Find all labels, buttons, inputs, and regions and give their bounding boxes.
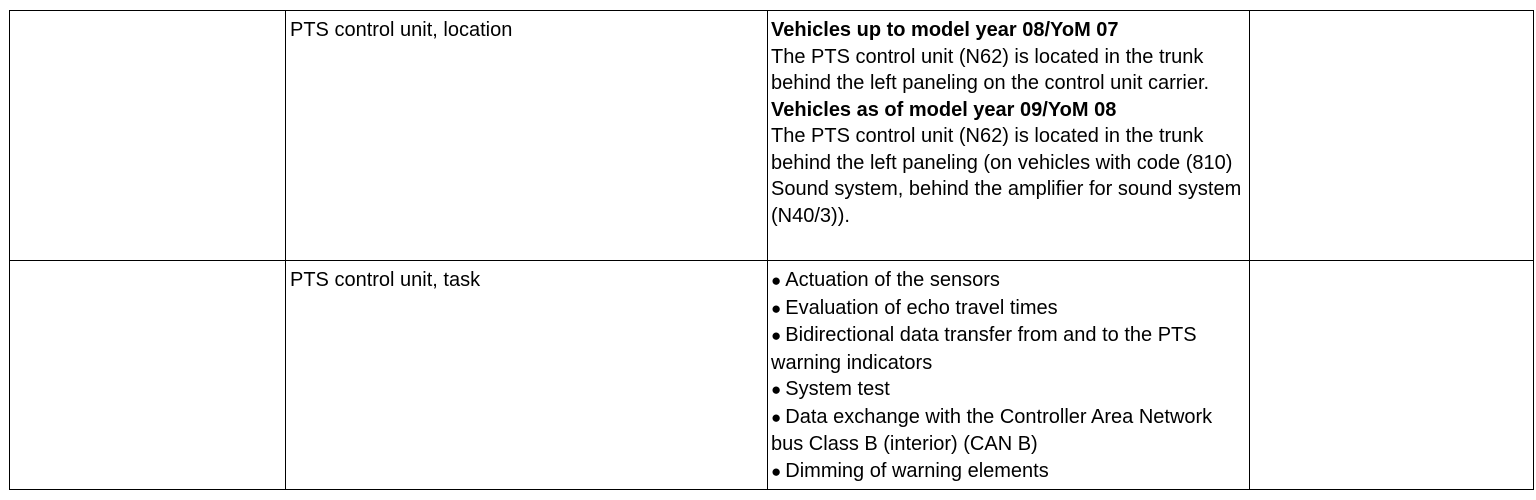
table-cell-description xyxy=(768,261,1250,490)
list-item-text: System test xyxy=(785,378,890,400)
list-item xyxy=(771,295,1245,323)
document-table xyxy=(9,10,1534,490)
bullet-icon: ● xyxy=(771,461,782,481)
section-heading-as-of-2009: Vehicles as of model year 09/YoM 08 xyxy=(771,98,1117,121)
table-cell-empty xyxy=(1250,11,1534,261)
list-item xyxy=(771,458,1245,486)
bullet-icon: ● xyxy=(771,380,782,399)
row-label-task: PTS control unit, task xyxy=(290,269,481,291)
table-cell-label xyxy=(286,261,768,490)
list-item xyxy=(771,322,1245,376)
list-item-text: Dimming of warning elements xyxy=(785,459,1049,482)
bullet-icon: ● xyxy=(771,298,782,318)
table-cell-empty xyxy=(1250,261,1534,490)
table-row-task xyxy=(10,261,1534,490)
list-item xyxy=(771,267,1245,295)
bullet-icon: ● xyxy=(771,326,782,345)
list-item xyxy=(771,376,1245,404)
list-item-text: Data exchange with the Controller Area Network bus Class B (interior) (CAN B) xyxy=(771,405,1213,455)
bullet-icon: ● xyxy=(771,407,782,427)
table-cell-label xyxy=(286,11,768,261)
table-cell-empty xyxy=(10,261,286,490)
table-cell-empty xyxy=(10,11,286,261)
bullet-icon: ● xyxy=(771,271,782,290)
list-item-text: Evaluation of echo travel times xyxy=(785,296,1058,319)
table-row-location xyxy=(10,11,1534,261)
description-paragraph-up-to-2008: The PTS control unit (N62) is located in the trunk behind the left paneling on the control unit carrier. xyxy=(771,45,1210,94)
row-label-location: PTS control unit, location xyxy=(290,19,513,41)
section-heading-up-to-2008: Vehicles up to model year 08/YoM 07 xyxy=(771,19,1119,41)
list-item-text: Bidirectional data transfer from and to the PTS warning indicators xyxy=(771,324,1197,374)
description-paragraph-as-of-2009: The PTS control unit (N62) is located in the trunk behind the left paneling (on vehicles with code (810) Sound system, behind the amplifier for sound system (N40/3)). xyxy=(771,125,1242,227)
list-item-text: Actuation of the sensors xyxy=(785,269,1000,291)
list-item xyxy=(771,404,1245,458)
table-cell-description xyxy=(768,11,1250,261)
